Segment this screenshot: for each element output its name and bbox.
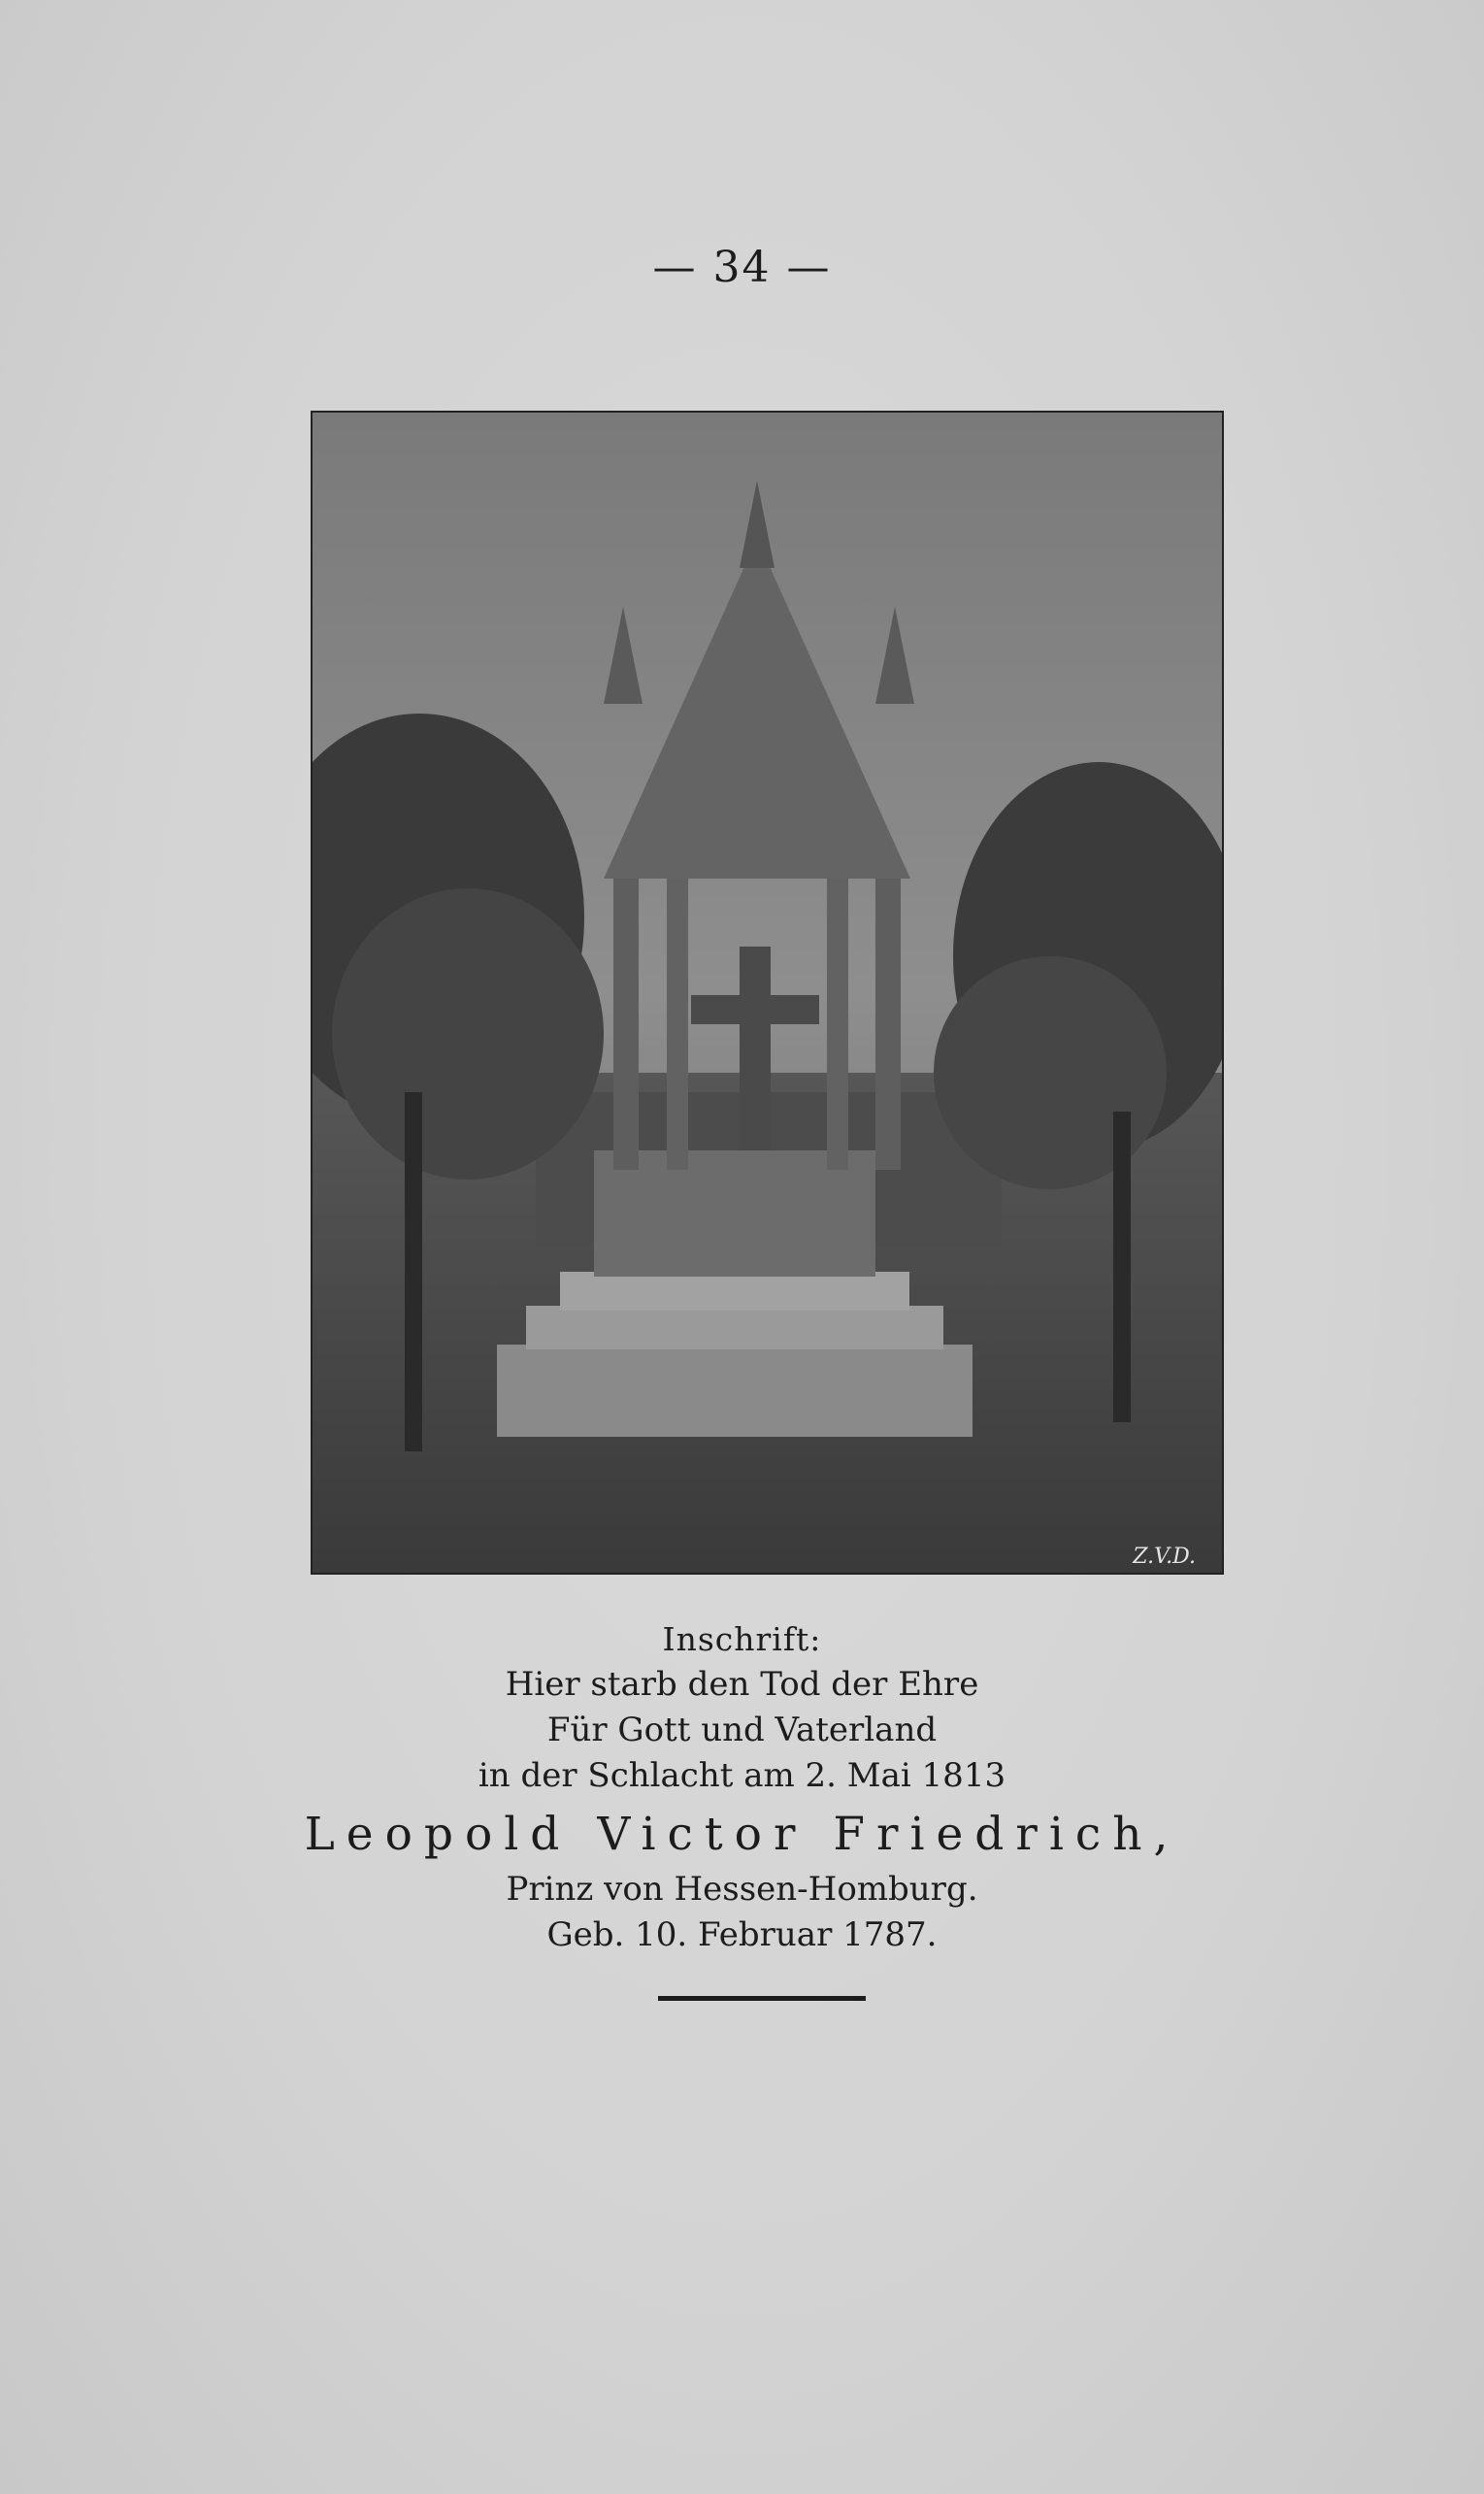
monument-photograph — [311, 411, 1224, 1575]
caption-label: Inschrift: — [662, 1620, 822, 1658]
caption-born: Geb. 10. Februar 1787. — [546, 1915, 938, 1954]
caption-line: Hier starb den Tod der Ehre — [505, 1665, 979, 1704]
caption-name: Leopold Victor Friedrich, — [304, 1808, 1180, 1861]
inscription-caption — [0, 1616, 1484, 1958]
caption-line: in der Schlacht am 2. Mai 1813 — [478, 1756, 1006, 1795]
caption-line: Für Gott und Vaterland — [546, 1711, 938, 1749]
page-number: — 34 — — [652, 243, 832, 292]
photo-credit: Z.V.D. — [1133, 1545, 1196, 1569]
caption-title: Prinz von Hessen-Homburg. — [506, 1870, 978, 1909]
section-divider — [658, 1996, 866, 2001]
monument-illustration — [313, 413, 1222, 1573]
